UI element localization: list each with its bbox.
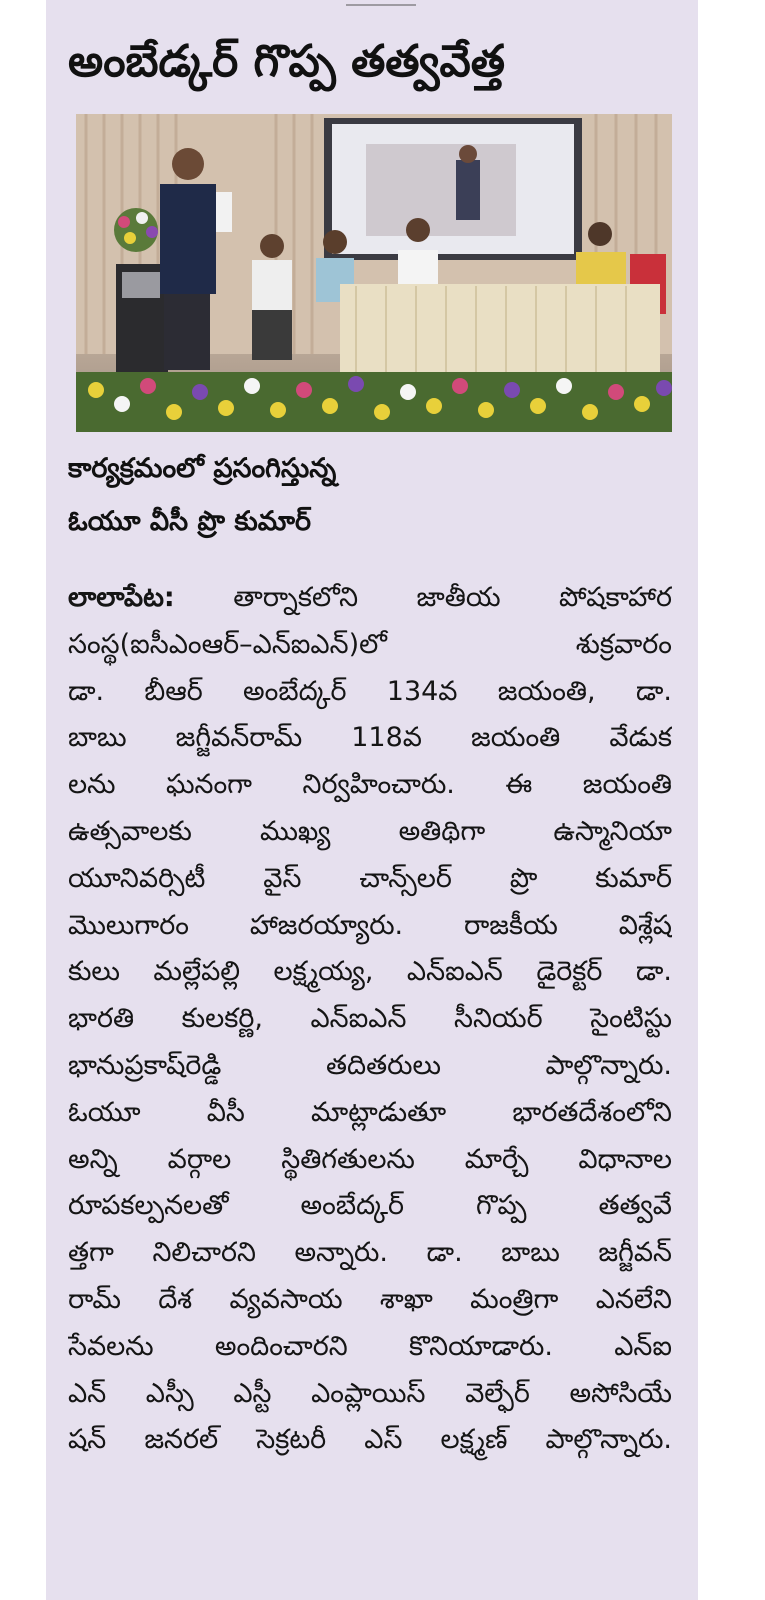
article-line: రూపకల్పనలతో అంబేద్కర్ గొప్ప తత్వవే — [68, 1190, 672, 1222]
headline: అంబేడ్కర్ గొప్ప తత్వవేత్త — [68, 36, 505, 87]
photo-caption-line-2: ఓయూ వీసీ ప్రొ కుమార్ — [68, 506, 312, 537]
top-edge-text-fragment — [346, 0, 416, 6]
article-line: బాబు జగ్జీవన్‌రామ్ 118వ జయంతి వేడుక — [68, 722, 672, 754]
article-line: ఉత్సవాలకు ముఖ్య అతిథిగా ఉస్మానియా — [68, 815, 672, 847]
article-line: లను ఘనంగా నిర్వహించారు. ఈ జయంతి — [68, 769, 672, 801]
photo-caption-line-1: కార్యక్రమంలో ప్రసంగిస్తున్న — [68, 453, 337, 484]
article-line-text: తార్నాకలోని జాతీయ పోషకాహార — [233, 582, 672, 613]
article-line: రామ్ దేశ వ్యవసాయ శాఖా మంత్రిగా ఎనలేని — [68, 1283, 672, 1315]
article-line: భానుప్రకాష్‌రెడ్డి తదితరులు పాల్గొన్నారు. — [68, 1049, 672, 1081]
article-line: సంస్థ(ఐసీఎంఆర్–ఎన్ఐఎన్)లో శుక్రవారం — [68, 628, 672, 660]
article-line: యూనివర్సిటీ వైస్ చాన్స్‌లర్ ప్రొ కుమార్ — [68, 862, 672, 894]
article-line: త్తగా నిలిచారని అన్నారు. డా. బాబు జగ్జీవన్ — [68, 1237, 672, 1269]
article-line: షన్ జనరల్ సెక్రటరీ ఎస్ లక్ష్మణ్ పాల్గొన్నారు. — [68, 1424, 672, 1456]
article-line: అన్ని వర్గాల స్థితిగతులను మార్చే విధానాల — [68, 1143, 672, 1175]
article-line: మొలుగారం హాజరయ్యారు. రాజకీయ విశ్లేష — [68, 909, 672, 941]
dateline: లాలాపేట: — [68, 582, 175, 613]
article-line: డా. బీఆర్ అంబేద్కర్ 134వ జయంతి, డా. — [68, 675, 672, 707]
newspaper-clipping — [46, 0, 698, 1600]
article-body — [68, 575, 672, 1464]
article-line: ఓయూ వీసీ మాట్లాడుతూ భారతదేశంలోని — [68, 1096, 672, 1128]
event-photo — [76, 114, 672, 432]
article-line: ఎన్ ఎస్సీ ఎస్టీ ఎంప్లాయిస్ వెల్ఫేర్ అసోసియే — [68, 1377, 672, 1409]
article-line: కులు మల్లేపల్లి లక్ష్మయ్య, ఎన్ఐఎన్ డైరెక్టర్ డా. — [68, 956, 672, 988]
article-line: భారతి కులకర్ణి, ఎన్ఐఎన్ సీనియర్ సైంటిస్టు — [68, 1003, 672, 1035]
article-line: సేవలను అందించారని కొనియాడారు. ఎన్ఐ — [68, 1330, 672, 1362]
article-line — [68, 575, 672, 622]
